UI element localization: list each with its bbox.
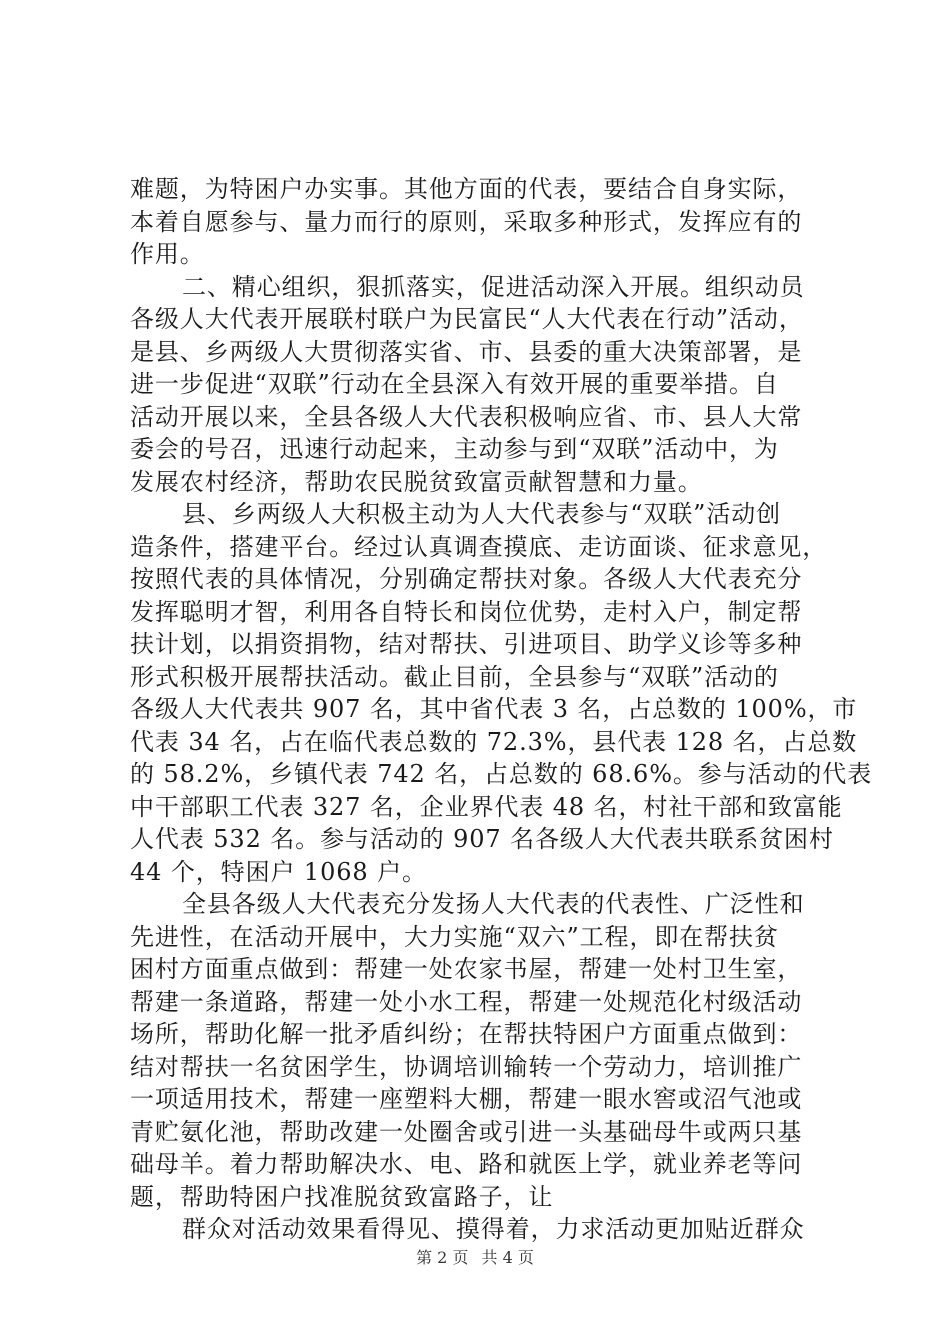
paragraph: [130, 888, 834, 1213]
text-line: 结对帮扶一名贫困学生，协调培训输转一个劳动力，培训推广: [130, 1052, 803, 1081]
page-footer: [0, 1248, 950, 1268]
text-line: 作用。: [130, 240, 205, 268]
text-line: 一项适用技术，帮建一座塑料大棚，帮建一眼水窖或沼气池或: [130, 1085, 803, 1113]
text-line: 是县、乡两级人大贯彻落实省、市、县委的重大决策部署，是: [130, 337, 803, 366]
text-line: 委会的号召，迅速行动起来，主动参与到“双联”活动中，为: [130, 435, 779, 463]
text-line: 44 个，特困户 1068 户。: [130, 857, 427, 886]
text-line: 代表 34 名，占在临代表总数的 72.3%，县代表 128 名，占总数: [130, 727, 858, 756]
text-line: 先进性，在活动开展中，大力实施“双六”工程，即在帮扶贫: [130, 922, 779, 951]
text-line: 发展农村经济，帮助农民脱贫致富贡献智慧和力量。: [130, 467, 703, 496]
text-line: 活动开展以来，全县各级人大代表积极响应省、市、县人大常: [130, 402, 803, 431]
text-line: 发挥聪明才智，利用各自特长和岗位优势，走村入户，制定帮: [130, 597, 803, 626]
text-line: 按照代表的具体情况，分别确定帮扶对象。各级人大代表充分: [130, 565, 803, 593]
text-line: 各级人大代表开展联村联户为民富民“人大代表在行动”活动，: [130, 305, 804, 333]
page-number: 第 2 页: [416, 1248, 469, 1267]
text-line: 场所，帮助化解一批矛盾纠纷；在帮扶特困户方面重点做到：: [130, 1020, 803, 1048]
text-line: 中干部职工代表 327 名，企业界代表 48 名，村社干部和致富能: [130, 792, 843, 821]
text-line: 造条件，搭建平台。经过认真调查摸底、走访面谈、征求意见，: [130, 532, 828, 561]
text-line: 进一步促进“双联”行动在全县深入有效开展的重要举措。自: [130, 370, 779, 398]
page-total: 共 4 页: [481, 1248, 534, 1267]
paragraph: [130, 173, 834, 271]
document-body: [130, 173, 873, 1246]
text-line: 的 58.2%，乡镇代表 742 名，占总数的 68.6%。参与活动的代表: [130, 760, 873, 788]
text-line: 形式积极开展帮扶活动。截止目前，全县参与“双联”活动的: [130, 662, 779, 691]
text-line: 各级人大代表共 907 名，其中省代表 3 名，占总数的 100%，市: [130, 695, 858, 723]
text-line: 群众对活动效果看得见、摸得着，力求活动更加贴近群众: [182, 1215, 805, 1243]
text-line: 题，帮助特困户找准脱贫致富路子，让: [130, 1182, 554, 1211]
text-line: 础母羊。着力帮助解决水、电、路和就医上学，就业养老等问: [130, 1150, 803, 1178]
text-line: 青贮氨化池，帮助改建一处圈舍或引进一头基础母牛或两只基: [130, 1117, 803, 1146]
paragraph: [130, 271, 834, 499]
text-line: 本着自愿参与、量力而行的原则，采取多种形式，发挥应有的: [130, 207, 803, 236]
text-line: 全县各级人大代表充分发扬人大代表的代表性、广泛性和: [182, 890, 805, 918]
paragraph: [130, 1213, 834, 1246]
text-line: 县、乡两级人大积极主动为人大代表参与“双联”活动创: [182, 500, 782, 528]
text-line: 人代表 532 名。参与活动的 907 名各级人大代表共联系贫困村: [130, 825, 834, 853]
paragraph: [130, 498, 873, 888]
text-line: 二、精心组织，狠抓落实，促进活动深入开展。组织动员: [182, 272, 805, 301]
text-line: 困村方面重点做到：帮建一处农家书屋，帮建一处村卫生室，: [130, 955, 803, 983]
text-line: 扶计划，以捐资捐物，结对帮扶、引进项目、助学义诊等多种: [130, 630, 803, 658]
text-line: 难题，为特困户办实事。其他方面的代表，要结合自身实际，: [130, 175, 803, 203]
text-line: 帮建一条道路，帮建一处小水工程，帮建一处规范化村级活动: [130, 987, 803, 1016]
